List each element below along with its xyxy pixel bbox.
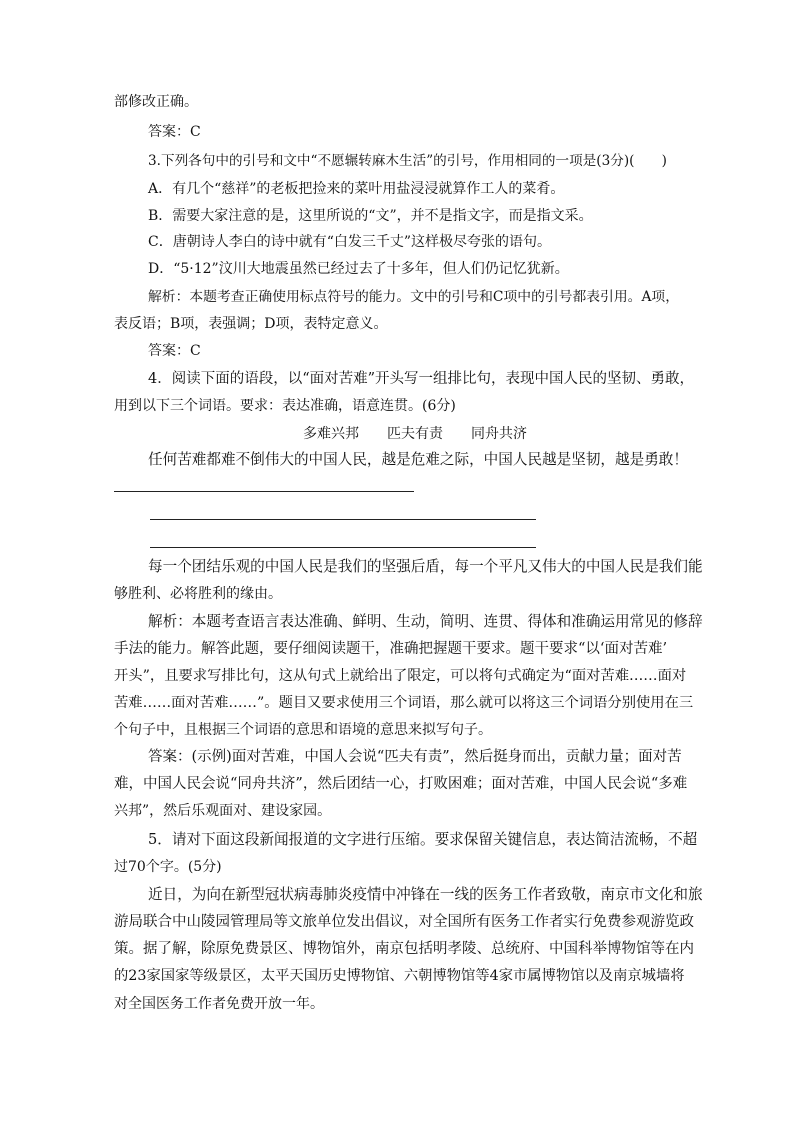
- answer-line: 答案：C: [148, 124, 201, 140]
- option-a: A．有几个“慈祥”的老板把捡来的菜叶用盐浸浸就算作工人的菜肴。: [148, 181, 565, 197]
- news-line: 近日，为向在新型冠状病毒肺炎疫情中冲锋在一线的医务工作者致敬，南京市文化和旅: [148, 886, 703, 903]
- passage-line: 每一个团结乐观的中国人民是我们的坚强后盾，每一个平凡又伟大的中国人民是我们能: [148, 558, 703, 575]
- analysis-line: 解析：本题考查语言表达准确、鲜明、生动，简明、连贯、得体和准确运用常见的修辞: [148, 613, 703, 630]
- option-d: D．“5·12”汶川大地震虽然已经过去了十多年，但人们仍记忆犹新。: [148, 261, 569, 277]
- answer-line: 答案：C: [148, 343, 201, 359]
- passage-line: 任何苦难都难不倒伟大的中国人民，越是危难之际，中国人民越是坚韧，越是勇敢！: [148, 451, 688, 468]
- analysis-line: 开头”，且要求写排比句，这从句式上就给出了限定，可以将句式确定为“面对苦难……面对: [114, 668, 687, 684]
- question-4: 用到以下三个词语。要求：表达准确，语意连贯。(6分): [114, 398, 456, 414]
- analysis-line: 表反语；B项，表强调；D项，表特定意义。: [114, 316, 388, 332]
- answer-blank-line: [114, 491, 414, 492]
- answer-blank-line: [150, 519, 536, 520]
- question-3: 3.下列各句中的引号和文中“不愿辗转麻木生活”的引号，作用相同的一项是(3分)( ): [148, 153, 667, 169]
- news-line: 对全国医务工作者免费开放一年。: [114, 996, 324, 1012]
- passage-line: 够胜利、必将胜利的缘由。: [114, 586, 282, 602]
- text-line: 部修改正确。: [114, 94, 198, 110]
- question-5: 过70个字。(5分): [114, 859, 222, 875]
- answer-line: 兴邦”，然后乐观面对、建设家园。: [114, 803, 332, 819]
- analysis-line: 解析：本题考查正确使用标点符号的能力。文中的引号和C项中的引号都表引用。A项，: [148, 289, 680, 305]
- news-line: 的23家国家等级景区，太平天国历史博物馆、六朝博物馆等4家市属博物馆以及南京城墙将: [114, 968, 685, 984]
- question-4: 4．阅读下面的语段，以“面对苦难”开头写一组排比句，表现中国人民的坚韧、勇敢，: [148, 371, 695, 387]
- analysis-line: 苦难……面对苦难……”。题目又要求使用三个词语，那么就可以将这三个词语分别使用在三: [114, 695, 694, 711]
- answer-line: 难，中国人民会说“同舟共济”，然后团结一心，打败困难；面对苦难，中国人民会说“多难: [114, 776, 688, 792]
- answer-blank-line: [150, 547, 536, 548]
- answer-line: 答案：(示例)面对苦难，中国人会说“匹夫有责”，然后挺身而出，贡献力量；面对苦: [148, 749, 682, 765]
- option-b: B．需要大家注意的是，这里所说的“文”，并不是指文字，而是指文采。: [148, 208, 593, 224]
- news-line: 策。据了解，除原免费景区、博物馆外，南京包括明孝陵、总统府、中国科举博物馆等在内: [114, 941, 694, 957]
- question-5: 5．请对下面这段新闻报道的文字进行压缩。要求保留关键信息，表达简洁流畅，不超: [148, 831, 698, 848]
- option-c: C．唐朝诗人李白的诗中就有“白发三千丈”这样极尽夸张的语句。: [148, 234, 552, 250]
- analysis-line: 个句子中，且根据三个词语的意思和语境的意思来拟写句子。: [114, 722, 492, 738]
- analysis-line: 手法的能力。解答此题，要仔细阅读题干，准确把握题干要求。题干要求“以‘面对苦难’: [114, 641, 668, 657]
- news-line: 游局联合中山陵园管理局等文旅单位发出倡议，对全国所有医务工作者实行免费参观游览政: [114, 914, 694, 930]
- word-list: 多难兴邦 匹夫有责 同舟共济: [303, 426, 527, 442]
